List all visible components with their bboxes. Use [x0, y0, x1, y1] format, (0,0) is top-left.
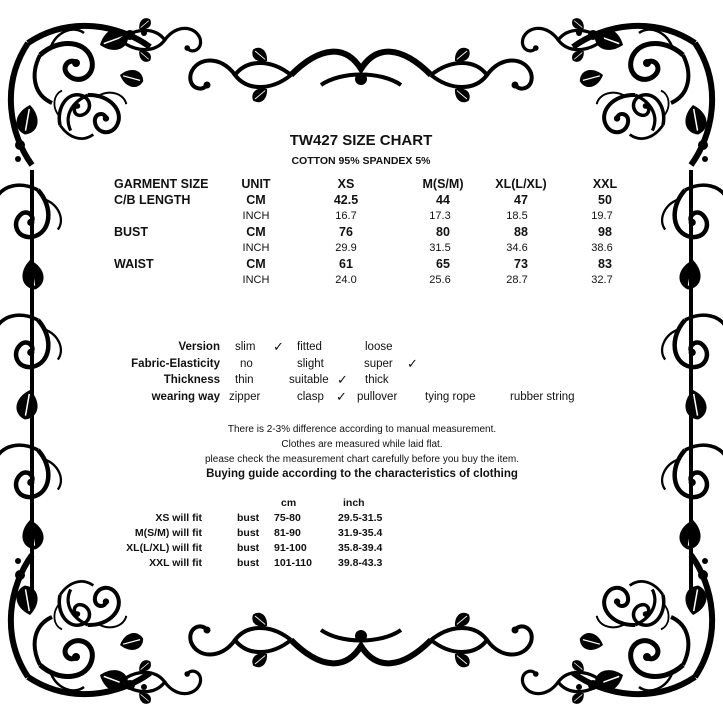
attr-option: zipper: [229, 391, 261, 403]
attr-option: loose: [365, 341, 393, 353]
table-cell: INCH: [242, 210, 270, 222]
table-cell: 29.9: [335, 242, 357, 254]
table-cell: INCH: [242, 242, 270, 254]
attr-option: pullover: [357, 391, 398, 403]
guide-cm: 81-90: [274, 527, 301, 539]
guide-header-inch: inch: [343, 497, 365, 509]
guide-cm: 91-100: [274, 542, 307, 554]
header-unit: UNIT: [241, 177, 271, 191]
header-xxl: XXL: [592, 177, 618, 191]
table-cell: 65: [436, 257, 450, 271]
guide-part: bust: [237, 512, 260, 524]
table-cell: CM: [246, 193, 266, 207]
check-mark-icon: ✓: [336, 389, 347, 404]
row-label-cb-length: C/B LENGTH: [114, 193, 191, 207]
check-mark-icon: ✓: [407, 356, 418, 371]
table-cell: 18.5: [506, 210, 528, 222]
table-cell: INCH: [242, 274, 270, 286]
guide-inch: 35.8-39.4: [338, 542, 383, 554]
note-line: Clothes are measured while laid flat.: [281, 439, 443, 450]
table-cell: 47: [514, 193, 528, 207]
table-cell: 83: [598, 257, 612, 271]
guide-cm: 101-110: [274, 557, 312, 569]
guide-size: M(S/M) will fit: [134, 527, 202, 539]
attr-option: suitable: [289, 374, 329, 386]
table-cell: 17.3: [429, 210, 451, 222]
attr-option: rubber string: [510, 391, 575, 403]
buying-guide-title: Buying guide according to the characteristics of clothing: [206, 468, 518, 480]
header-xs: XS: [337, 177, 355, 191]
guide-part: bust: [237, 557, 260, 569]
guide-size: XXL will fit: [149, 557, 202, 569]
attr-option: thick: [365, 374, 389, 386]
guide-cm: 75-80: [274, 512, 301, 524]
table-cell: 50: [598, 193, 612, 207]
table-cell: 42.5: [333, 193, 359, 207]
note-line: There is 2-3% difference according to manual measurement.: [227, 424, 497, 435]
table-cell: 32.7: [591, 274, 613, 286]
attr-option: no: [240, 358, 253, 370]
guide-part: bust: [237, 542, 260, 554]
table-cell: 80: [436, 225, 450, 239]
material-subtitle: COTTON 95% SPANDEX 5%: [291, 155, 431, 167]
table-cell: 19.7: [591, 210, 613, 222]
header-xl: XL(L/XL): [495, 177, 547, 191]
table-cell: 88: [514, 225, 528, 239]
row-label-bust: BUST: [114, 225, 149, 239]
table-cell: 98: [598, 225, 612, 239]
attr-label-fabric-elasticity: Fabric-Elasticity: [131, 358, 220, 370]
table-cell: CM: [246, 225, 266, 239]
guide-size: XS will fit: [155, 512, 202, 524]
attr-label-version: Version: [178, 341, 220, 353]
table-cell: 34.6: [506, 242, 528, 254]
attr-option: super: [364, 358, 393, 370]
table-cell: 44: [436, 193, 450, 207]
table-cell: CM: [246, 257, 266, 271]
table-cell: 76: [339, 225, 353, 239]
table-cell: 24.0: [335, 274, 357, 286]
attr-option: slight: [297, 358, 324, 370]
page-title: TW427 SIZE CHART: [289, 132, 433, 149]
note-line: please check the measurement chart carefully before you buy the item.: [204, 454, 520, 465]
table-cell: 31.5: [429, 242, 451, 254]
table-cell: 16.7: [335, 210, 357, 222]
attr-option: tying rope: [425, 391, 476, 403]
table-cell: 73: [514, 257, 528, 271]
check-mark-icon: ✓: [337, 372, 348, 387]
check-mark-icon: ✓: [273, 339, 284, 354]
guide-inch: 39.8-43.3: [338, 557, 383, 569]
attr-option: fitted: [297, 341, 322, 353]
guide-inch: 31.9-35.4: [338, 527, 383, 539]
guide-inch: 29.5-31.5: [338, 512, 383, 524]
table-cell: 25.6: [429, 274, 451, 286]
guide-part: bust: [237, 527, 260, 539]
row-label-waist: WAIST: [114, 257, 154, 271]
table-cell: 38.6: [591, 242, 613, 254]
attr-option: clasp: [297, 391, 324, 403]
guide-header-cm: cm: [281, 497, 297, 509]
attr-option: thin: [235, 374, 254, 386]
table-cell: 28.7: [506, 274, 528, 286]
header-m: M(S/M): [422, 177, 464, 191]
attr-option: slim: [235, 341, 256, 353]
guide-size: XL(L/XL) will fit: [126, 542, 202, 554]
table-cell: 61: [339, 257, 353, 271]
attr-label-wearing-way: wearing way: [151, 391, 220, 403]
header-garment-size: GARMENT SIZE: [114, 177, 209, 191]
attr-label-thickness: Thickness: [163, 374, 220, 386]
